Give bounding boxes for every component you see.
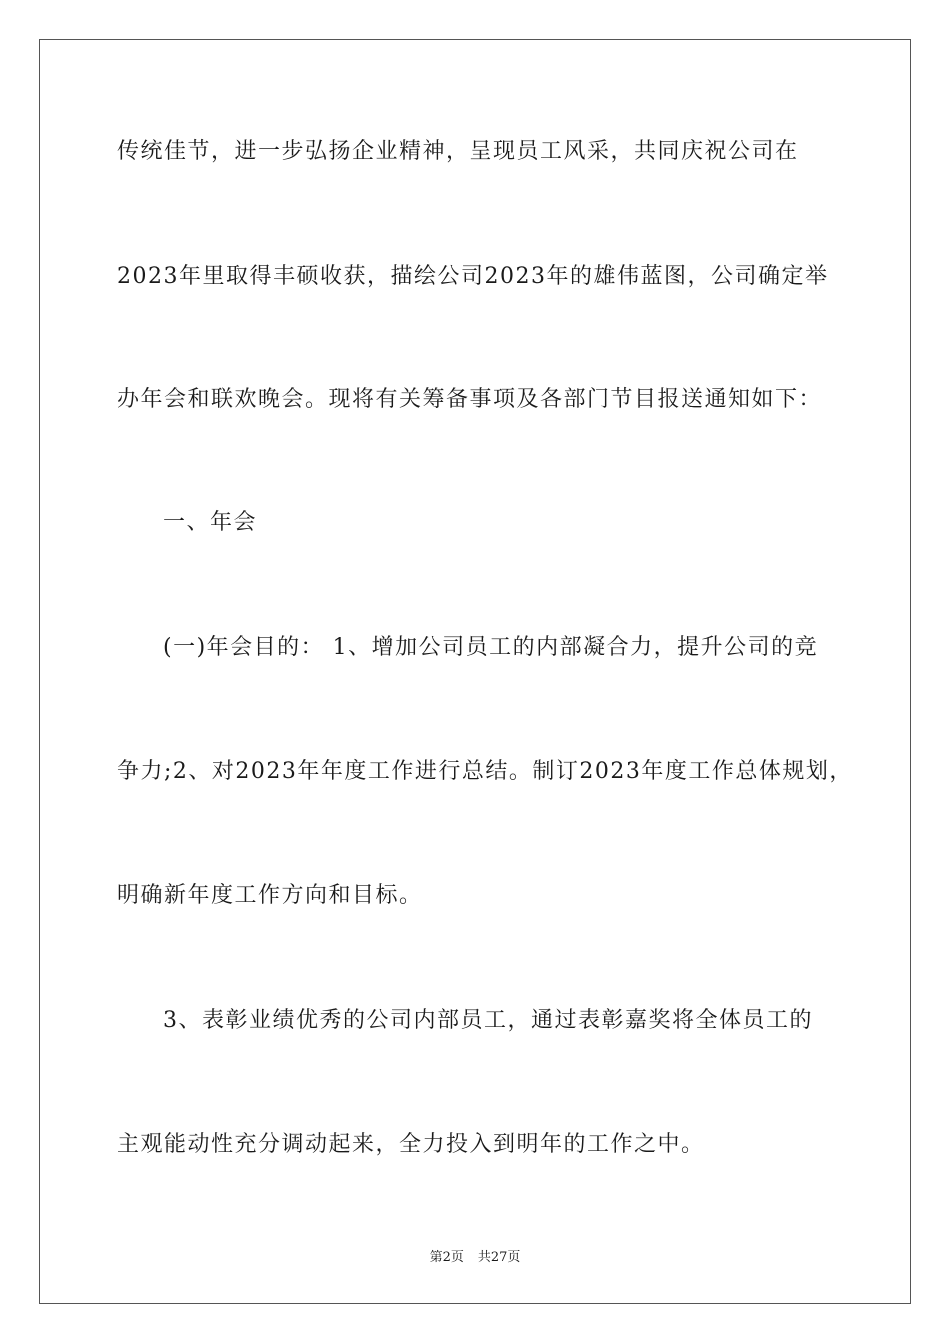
body-line-1: 传统佳节，进一步弘扬企业精神，呈现员工风采，共同庆祝公司在 [117, 139, 799, 164]
body-line-8: 3、表彰业绩优秀的公司内部员工，通过表彰嘉奖将全体员工的 [163, 1008, 813, 1033]
body-line-3: 办年会和联欢晚会。现将有关筹备事项及各部门节目报送通知如下： [117, 387, 823, 412]
body-line-6: 争力;2、对2023年年度工作进行总结。制订2023年度工作总体规划， [117, 759, 853, 784]
body-line-2: 2023年里取得丰硕收获，描绘公司2023年的雄伟蓝图，公司确定举 [117, 264, 829, 289]
body-line-9: 主观能动性充分调动起来，全力投入到明年的工作之中。 [117, 1132, 705, 1157]
page-number: 第2页 [429, 1250, 464, 1265]
page-frame [39, 39, 911, 1304]
page-total: 共27页 [477, 1250, 521, 1265]
body-line-7: 明确新年度工作方向和目标。 [117, 883, 423, 908]
page-footer [0, 1246, 950, 1265]
body-line-5: (一)年会目的： 1、增加公司员工的内部凝合力，提升公司的竞 [163, 635, 819, 660]
section-heading: 一、年会 [163, 510, 258, 535]
